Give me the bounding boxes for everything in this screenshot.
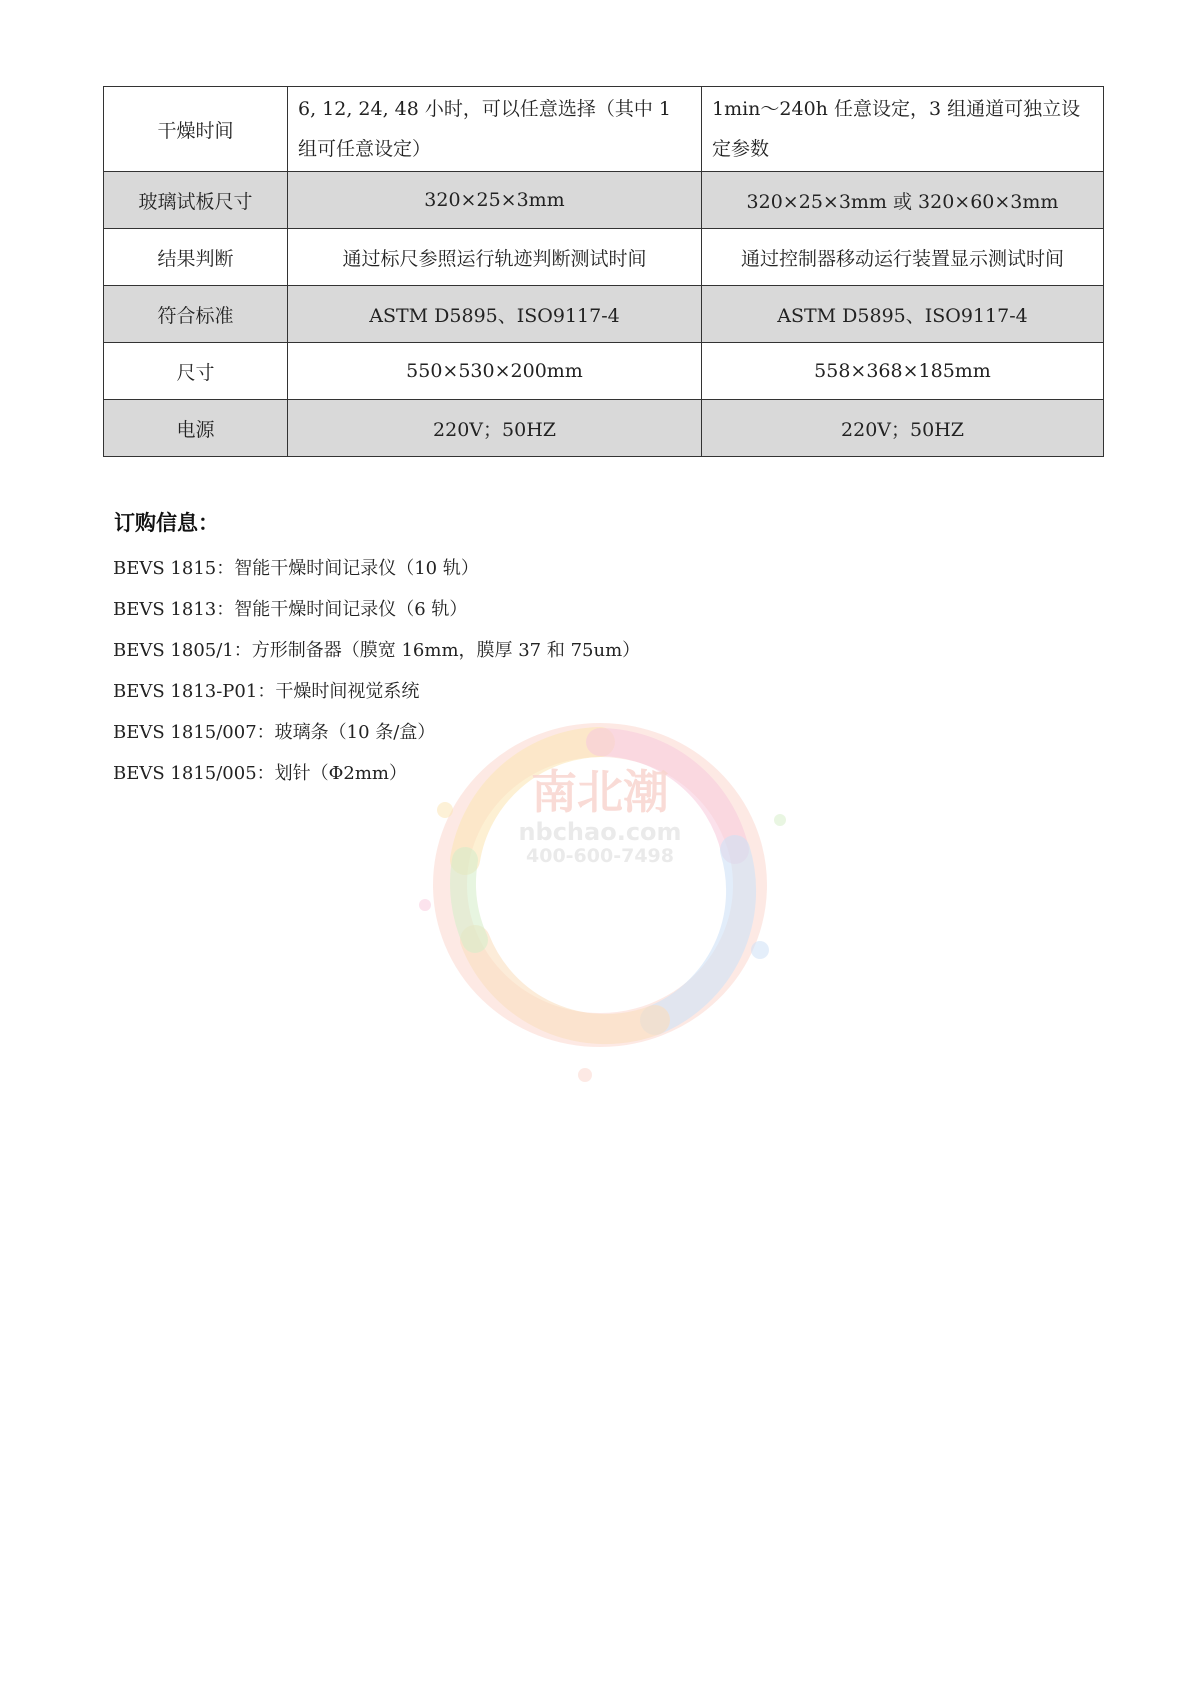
- spec-label: 符合标准: [104, 286, 288, 343]
- order-info-section: [114, 508, 1014, 794]
- spec-row-power: [104, 400, 1104, 457]
- order-item: BEVS 1815/005：划针（Φ2mm）: [113, 763, 407, 784]
- order-item: BEVS 1813：智能干燥时间记录仪（6 轨）: [113, 599, 468, 620]
- spec-value-model-1: ASTM D5895、ISO9117-4: [288, 286, 702, 343]
- order-info-title: 订购信息：: [114, 511, 219, 535]
- spec-value-model-2: 1min～240h 任意设定，3 组通道可独立设定参数: [702, 87, 1104, 172]
- watermark-brand: 南北潮: [531, 765, 669, 819]
- watermark-phone: 400-600-7498: [526, 845, 674, 867]
- order-item: BEVS 1813-P01：干燥时间视觉系统: [113, 681, 420, 702]
- order-item: BEVS 1815：智能干燥时间记录仪（10 轨）: [113, 558, 479, 579]
- spec-value-model-1: 320×25×3mm: [288, 172, 702, 229]
- spec-value-model-1: 550×530×200mm: [288, 343, 702, 400]
- spec-row-standards: [104, 286, 1104, 343]
- spec-row-dimensions: [104, 343, 1104, 400]
- spec-value-model-2: 320×25×3mm 或 320×60×3mm: [702, 172, 1104, 229]
- spec-value-model-2: 220V；50HZ: [702, 400, 1104, 457]
- spec-label: 结果判断: [104, 229, 288, 286]
- spec-label: 玻璃试板尺寸: [104, 172, 288, 229]
- spec-label: 电源: [104, 400, 288, 457]
- spec-row-result-judgment: [104, 229, 1104, 286]
- spec-value-model-2: ASTM D5895、ISO9117-4: [702, 286, 1104, 343]
- spec-row-glass-panel-size: [104, 172, 1104, 229]
- spec-value-model-1: 通过标尺参照运行轨迹判断测试时间: [288, 229, 702, 286]
- spec-table: [103, 86, 1104, 457]
- spec-value-model-2: 558×368×185mm: [702, 343, 1104, 400]
- spec-value-model-1: 220V；50HZ: [288, 400, 702, 457]
- spec-value-model-1: 6, 12, 24, 48 小时，可以任意选择（其中 1 组可任意设定）: [288, 87, 702, 172]
- spec-label: 干燥时间: [104, 87, 288, 172]
- order-item: BEVS 1815/007：玻璃条（10 条/盒）: [113, 722, 436, 743]
- watermark-site: nbchao.com: [518, 818, 682, 846]
- spec-value-model-2: 通过控制器移动运行装置显示测试时间: [702, 229, 1104, 286]
- spec-label: 尺寸: [104, 343, 288, 400]
- order-item: BEVS 1805/1：方形制备器（膜宽 16mm，膜厚 37 和 75um）: [113, 640, 641, 661]
- spec-row-drying-time: [104, 87, 1104, 172]
